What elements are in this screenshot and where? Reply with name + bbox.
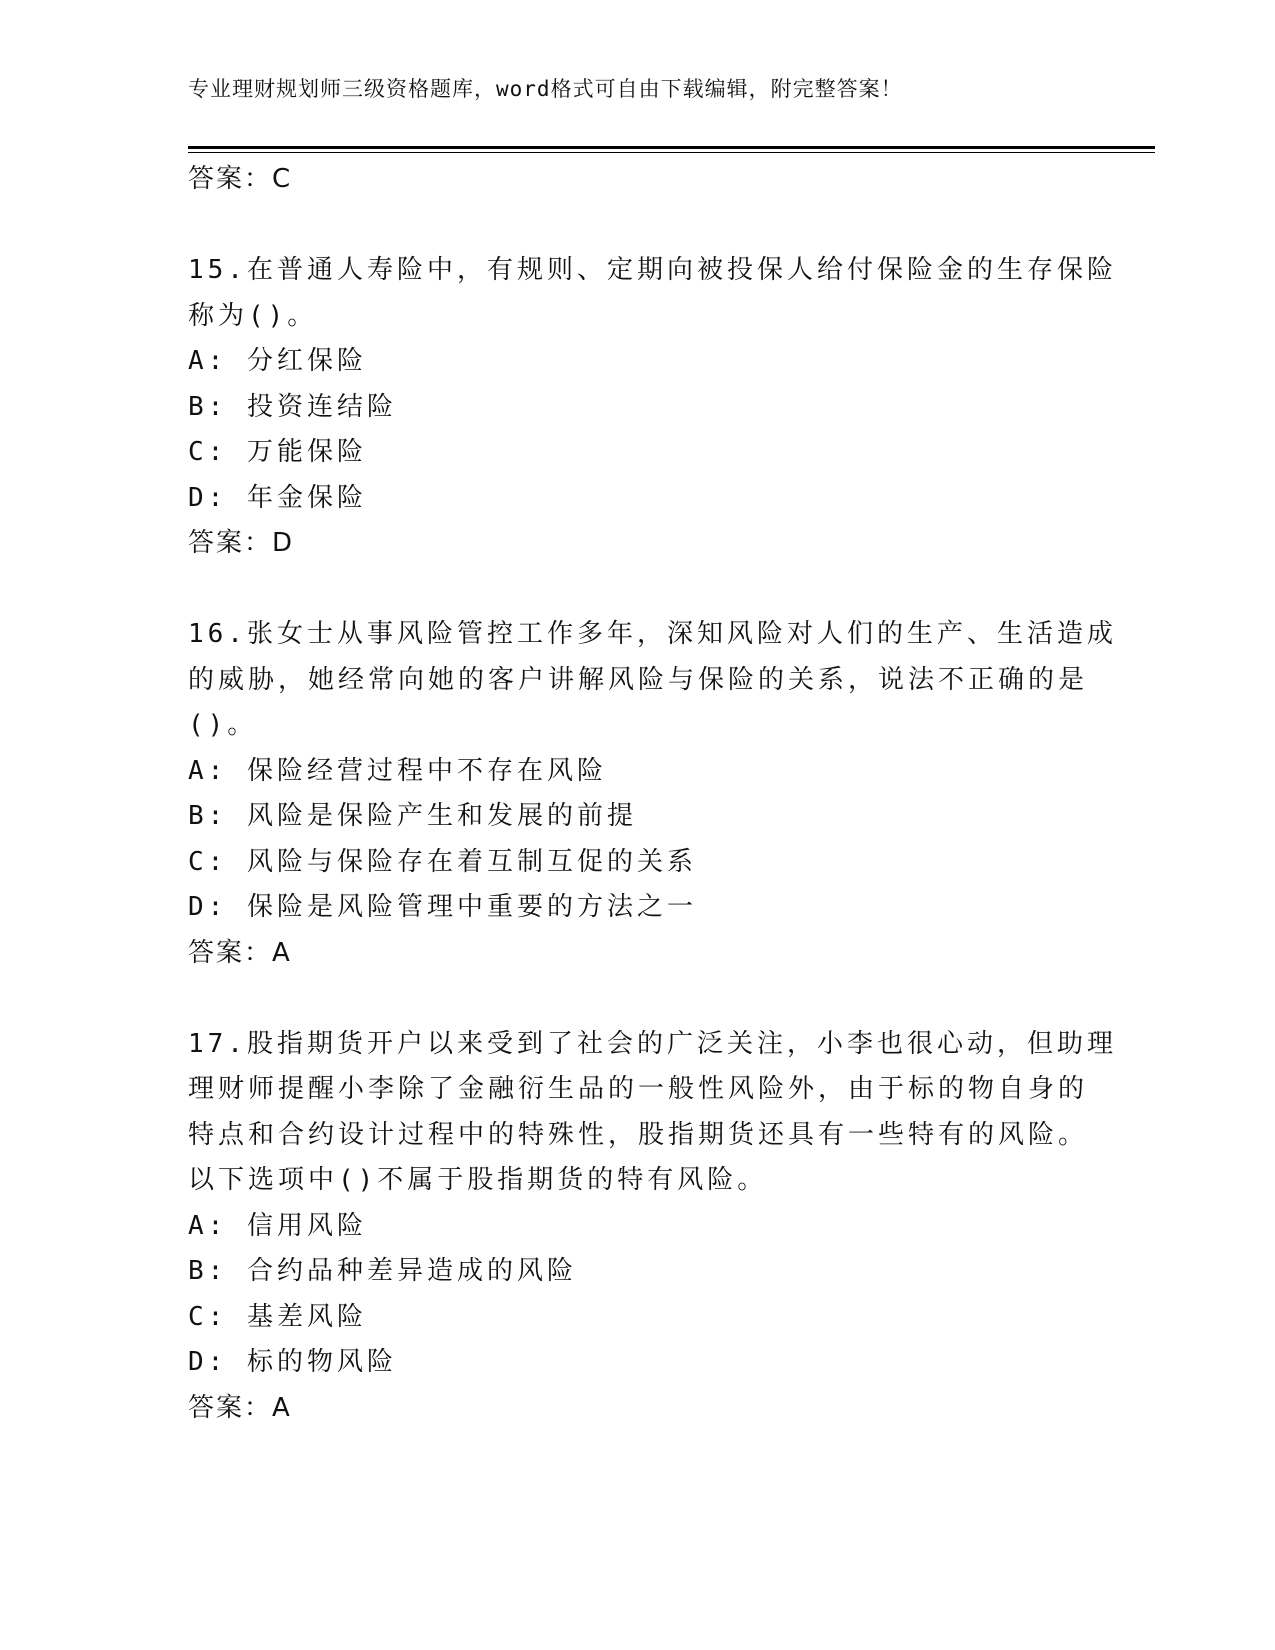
option-d: D: 标的物风险 <box>188 1347 397 1377</box>
option-a: A: 信用风险 <box>188 1210 367 1241</box>
option-c: C: 基差风险 <box>188 1301 367 1332</box>
answer: 答案：A <box>188 937 292 968</box>
answer: 答案：D <box>188 528 295 558</box>
spacer <box>188 203 1088 249</box>
spacer <box>188 976 1088 1022</box>
header-rule-thin <box>188 152 1155 153</box>
question-block <box>188 612 1117 976</box>
question-text-line: 17.股指期货开户以来受到了社会的广泛关注，小李也很心动，但助理 <box>188 1028 1117 1059</box>
document-body <box>188 157 1117 1431</box>
option-b: B: 合约品种差异造成的风险 <box>188 1256 577 1286</box>
option-a: A: 分红保险 <box>188 346 367 376</box>
page-header: 专业理财规划师三级资格题库，word格式可自由下载编辑，附完整答案！ <box>188 77 903 101</box>
previous-answer: 答案：C <box>188 164 293 194</box>
question-block <box>188 248 1117 567</box>
option-d: D: 保险是风险管理中重要的方法之一 <box>188 892 697 922</box>
option-b: B: 风险是保险产生和发展的前提 <box>188 801 637 831</box>
question-text-line: 称为()。 <box>188 300 318 331</box>
question-text-line: ()。 <box>188 710 258 740</box>
option-c: C: 万能保险 <box>188 437 367 467</box>
question-text-line: 16.张女士从事风险管控工作多年，深知风险对人们的生产、生活造成 <box>188 619 1117 649</box>
spacer <box>188 567 1088 613</box>
question-text-line: 特点和合约设计过程中的特殊性，股指期货还具有一些特有的风险。 <box>188 1119 1089 1150</box>
question-text-line: 的威胁，她经常向她的客户讲解风险与保险的关系，说法不正确的是 <box>188 664 1089 695</box>
option-a: A: 保险经营过程中不存在风险 <box>188 755 607 786</box>
option-b: B: 投资连结险 <box>188 391 397 422</box>
question-text-line: 15.在普通人寿险中，有规则、定期向被投保人给付保险金的生存保险 <box>188 255 1117 285</box>
question-block <box>188 1022 1117 1432</box>
question-text-line: 理财师提醒小李除了金融衍生品的一般性风险外，由于标的物自身的 <box>188 1074 1089 1104</box>
option-d: D: 年金保险 <box>188 482 367 513</box>
question-text-line: 以下选项中()不属于股指期货的特有风险。 <box>188 1165 768 1195</box>
option-c: C: 风险与保险存在着互制互促的关系 <box>188 846 697 877</box>
header-rule-thick <box>188 146 1155 149</box>
answer: 答案：A <box>188 1392 292 1423</box>
